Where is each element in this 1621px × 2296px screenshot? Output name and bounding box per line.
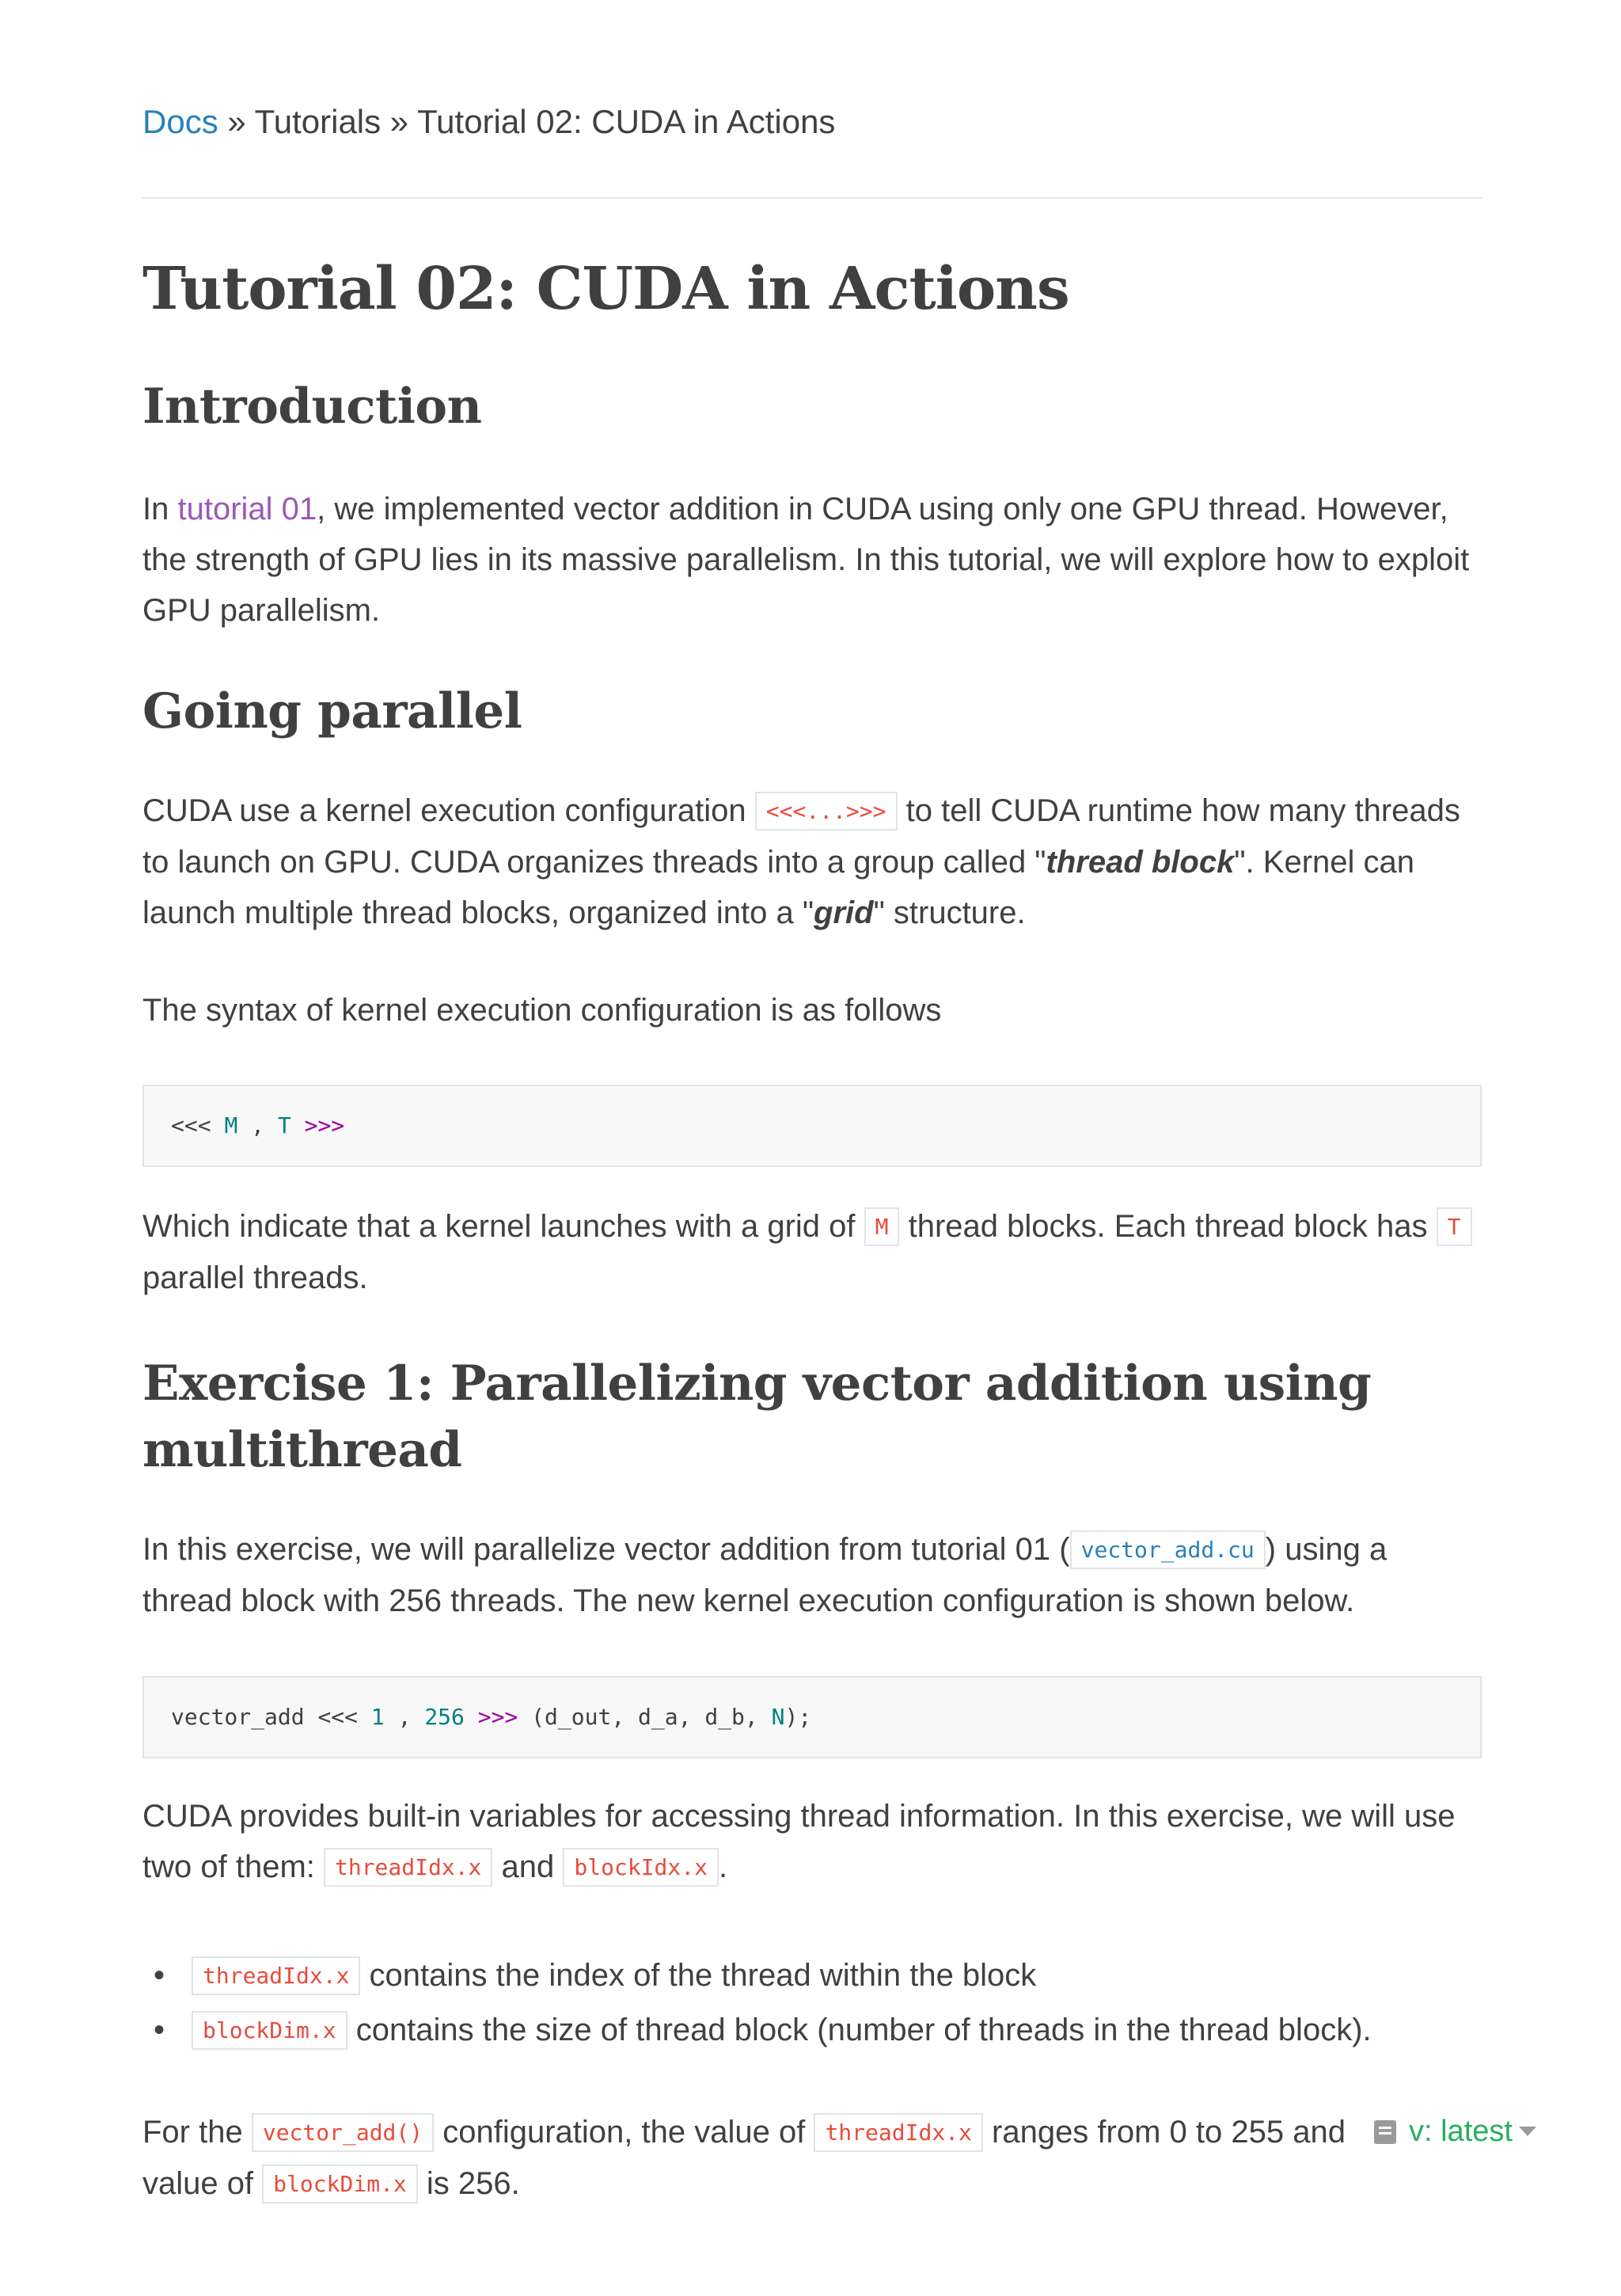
exercise1-paragraph-2: CUDA provides built-in variables for accessing thread information. In this exercise, we will use two of them: threadIdx.x and blockIdx.x . <box>142 1791 1482 1893</box>
exercise1-paragraph-3: For the vector_add() configuration, the value of threadIdx.x ranges from 0 to 255 and value of blockDim.x is 256. <box>142 2107 1361 2210</box>
inline-code: blockDim.x <box>262 2165 418 2203</box>
inline-code: M <box>864 1207 900 1246</box>
caret-down-icon <box>1519 2127 1536 2136</box>
breadcrumb-separator: » <box>381 103 418 140</box>
inline-code: blockIdx.x <box>563 1848 719 1887</box>
inline-code: threadIdx.x <box>324 1848 492 1887</box>
breadcrumb-tutorials: Tutorials <box>254 103 382 140</box>
inline-code: T <box>1437 1207 1472 1246</box>
version-selector[interactable] <box>1374 2108 1536 2155</box>
inline-code: blockDim.x <box>192 2011 347 2050</box>
code-block-launch: vector_add <<< 1 , 256 >>> (d_out, d_a, d_b, N); <box>142 1676 1482 1758</box>
version-label: v: latest <box>1409 2115 1513 2148</box>
page-title: Tutorial 02: CUDA in Actions <box>142 255 1069 323</box>
breadcrumb-docs-link[interactable]: Docs <box>142 103 218 140</box>
heading-exercise-1: Exercise 1: Parallelizing vector addition using multithread <box>142 1355 1372 1478</box>
intro-paragraph: In tutorial 01, we implemented vector addition in CUDA using only one GPU thread. However, the strength of GPU lies in its massive parallelism. In this tutorial, we will explore how to exploit GPU parallelism. <box>142 492 1470 628</box>
breadcrumb-current: Tutorial 02: CUDA in Actions <box>417 103 836 140</box>
builtin-variables-list <box>142 1948 1482 2058</box>
exercise1-paragraph-1: In this exercise, we will parallelize vector addition from tutorial 01 ( vector_add.cu ) using a thread block with 256 threads. The new kernel execution configuration is shown below. <box>142 1532 1388 1618</box>
breadcrumb-separator: » <box>218 103 255 140</box>
going-paragraph-2: The syntax of kernel execution configuration is as follows <box>142 993 942 1028</box>
heading-introduction: Introduction <box>142 378 482 435</box>
list-item: • threadIdx.x contains the index of the thread within the block <box>142 1948 1482 2003</box>
going-paragraph-1: CUDA use a kernel execution configuration <<<...>>> to tell CUDA runtime how many threads to launch on GPU. CUDA organizes threads into a group called "thread block". Kernel can launch multiple thread blocks, organized into a "grid" structure. <box>142 793 1460 930</box>
heading-going-parallel: Going parallel <box>142 683 522 739</box>
going-paragraph-3: Which indicate that a kernel launches with a grid of M thread blocks. Each thread block has T parallel threads. <box>142 1201 1482 1303</box>
book-icon <box>1374 2120 1396 2144</box>
inline-code: threadIdx.x <box>192 1956 360 1995</box>
list-item: • blockDim.x contains the size of thread block (number of threads in the thread block). <box>142 2003 1482 2058</box>
code-block-syntax: <<< M , T >>> <box>142 1085 1482 1167</box>
inline-code: threadIdx.x <box>814 2113 982 2152</box>
breadcrumb <box>142 98 835 146</box>
inline-code: vector_add() <box>252 2113 434 2152</box>
inline-code-file: vector_add.cu <box>1070 1530 1266 1569</box>
divider <box>142 197 1482 199</box>
tutorial-01-link[interactable]: tutorial 01 <box>177 492 317 526</box>
inline-code: <<<...>>> <box>755 792 898 831</box>
